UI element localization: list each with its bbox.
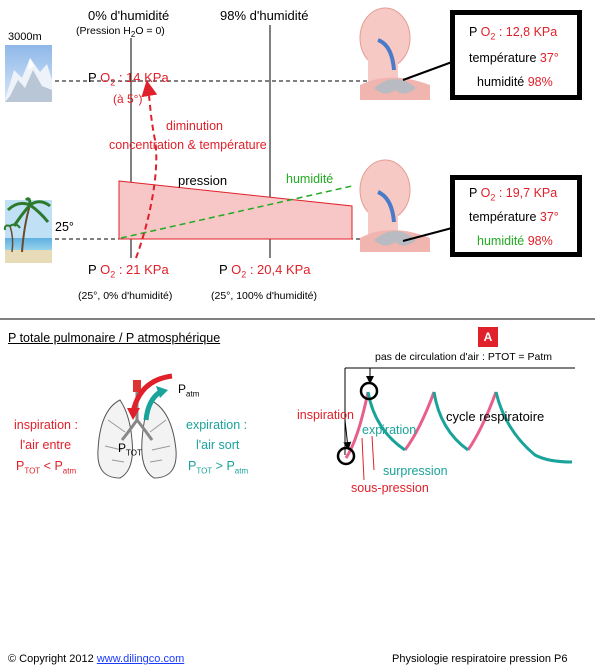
expiration-formula: $P_{TOT} > P_{atm}$ [188, 459, 249, 476]
graph-cycle-label: cycle respiratoire [446, 409, 545, 424]
altitude-label: 3000m [8, 31, 42, 43]
humidity-98-title: 98% d'humidité [220, 8, 309, 23]
box-top-humidity: humidité 98% [477, 75, 553, 89]
po2-21-note: (25°, 0% d'humidité) [78, 290, 173, 302]
po2-14-note: (à 5°) [113, 92, 143, 106]
pressure-label: pression [178, 173, 228, 188]
diminution-label-1: diminution [166, 119, 223, 133]
badge-a: A [478, 327, 498, 347]
temperature-25-label: 25° [55, 220, 74, 234]
patm-label: $P_{atm}$ [178, 382, 200, 399]
humidity-0-title: 0% d'humidité [88, 8, 170, 23]
graph-surpression-label: surpression [383, 464, 448, 478]
mountain-image [5, 45, 52, 102]
humidity-0-subtitle: (Pression $H_2O = 0$) [76, 25, 165, 40]
inspiration-formula: $P_{TOT} < P_{atm}$ [16, 459, 77, 476]
expiration-desc: l'air sort [196, 438, 240, 452]
po2-204-note: (25°, 100% d'humidité) [211, 290, 318, 302]
po2-21-label: P $O_2$ : 21 KPa [88, 262, 169, 280]
alveolar-info-box-bottom [450, 175, 582, 257]
no-airflow-label: pas de circulation d'air : PTOT = Patm [375, 351, 552, 363]
box-bottom-po2: P $O_2$ : 19,7 KPa [469, 186, 558, 203]
footer-link[interactable]: www.dilingco.com [96, 653, 185, 665]
alveolar-info-box-top [450, 10, 582, 100]
graph-inspiration-label: inspiration [297, 408, 354, 422]
graph-sous-pression-label: sous-pression [351, 481, 429, 495]
section-title: P totale pulmonaire / P atmosphérique [8, 331, 221, 345]
po2-14-label: P $O_2$ : 14 KPa [88, 70, 169, 88]
humidity-label: humidité [286, 172, 334, 186]
expiration-title: expiration : [186, 418, 248, 432]
head-figure-top [360, 8, 430, 100]
inspiration-desc: l'air entre [20, 438, 72, 452]
box-bottom-temperature: température 37° [469, 210, 559, 224]
box-top-leader [403, 62, 452, 80]
box-bottom-humidity: humidité 98% [477, 234, 553, 248]
ptot-label: $P_{TOT}$ [118, 441, 142, 458]
inspiration-title: inspiration : [14, 418, 78, 432]
footer-page-title: Physiologie respiratoire pression P6 [392, 653, 568, 665]
palm-beach-image [5, 199, 52, 263]
diminution-label-2: concentration & température [109, 138, 267, 152]
box-top-temperature: température 37° [469, 51, 559, 65]
footer-copyright: © Copyright 2012 www.dilingco.com [8, 653, 185, 665]
graph-expiration-label: expiration [362, 423, 417, 437]
po2-204-label: P $O_2$ : 20,4 KPa [219, 262, 311, 280]
box-top-po2: P $O_2$ : 12,8 KPa [469, 25, 558, 42]
head-figure-bottom [360, 160, 430, 252]
